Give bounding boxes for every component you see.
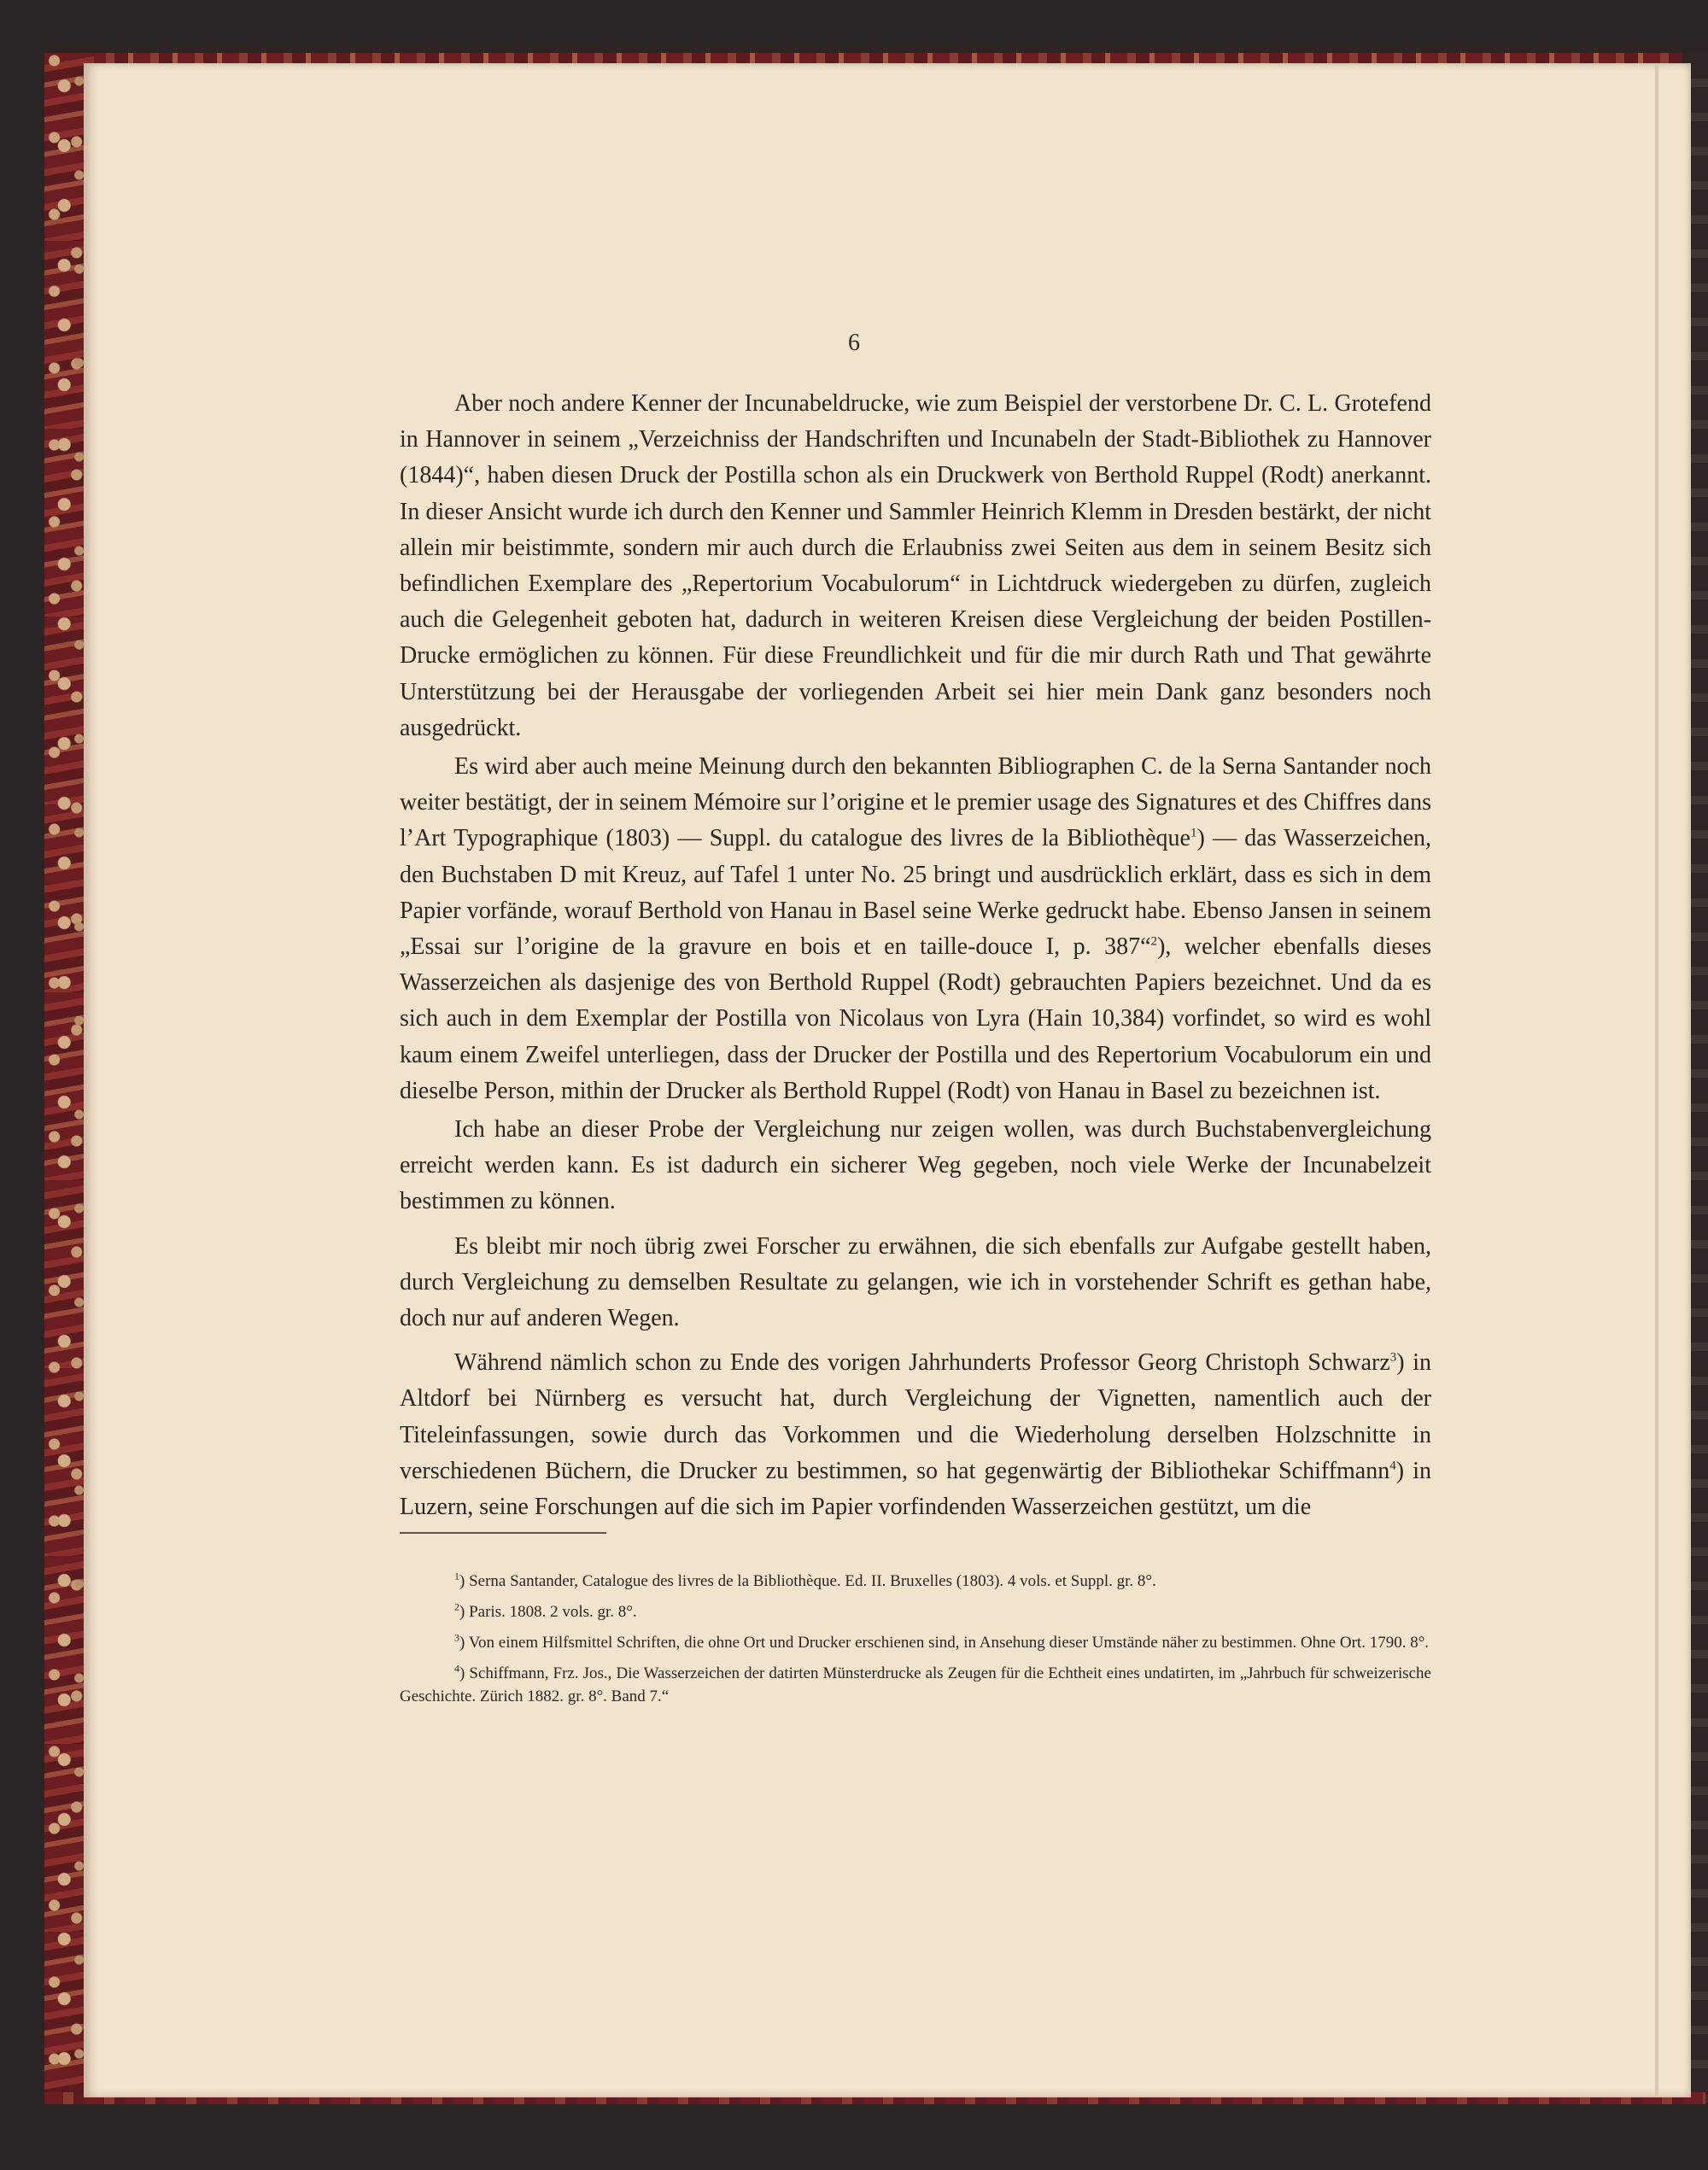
footnote-ref-1: 1 [1190, 827, 1197, 841]
paragraph-5-part-b: ) in Altdorf bei Nürnberg es versucht hat, durch Vergleichung der Vignetten, namentlich auch der Titeleinfassungen, sowie durch das Vorkommen und die Wiederholung derselben Holzschnitte in verschiedenen Büchern, die Drucker zu bestimmen, so hat gegenwärtig der Bibliothekar Schiffmann [400, 1349, 1431, 1484]
paragraph-4: Es bleibt mir noch übrig zwei Forscher zu erwähnen, die sich ebenfalls zur Aufgabe gestellt haben, durch Vergleichung zu demselben Resultate zu gelangen, wie ich in vorstehender Schrift es gethan habe, doch nur auf anderen Wegen. [400, 1232, 1431, 1332]
paragraph-2 [400, 749, 1431, 1109]
footnote-marker: 1 [454, 1570, 459, 1582]
footnote-2 [400, 1600, 1431, 1623]
footnote-text: ) Paris. 1808. 2 vols. gr. 8°. [459, 1603, 637, 1621]
footnote-text: ) Von einem Hilfsmittel Schriften, die ohne Ort und Drucker erschienen sind, in Ansehung dieser Umstände näher zu bestimmen. Ohne Ort. 1790. 8°. [459, 1634, 1430, 1652]
footnote-ref-4: 4 [1389, 1459, 1396, 1473]
page-number: 6 [848, 330, 860, 356]
paragraph-2-part-a: Es wird aber auch meine Meinung durch den bekannten Bibliographen C. de la Serna Santander noch weiter bestätigt, der in seinem Mémoire sur l’origine et le premier usage des Signatures et des Chiffres dans l’Art Typographique (1803) — Suppl. du catalogue des livres de la Bibliothèque [400, 753, 1431, 852]
paragraph-5-part-c: ) in Luzern, seine Forschungen auf die sich im Papier vorfindenden Wasserzeichen gestützt, um die [400, 1457, 1431, 1521]
paragraph-1: Aber noch andere Kenner der Incunabeldrucke, wie zum Beispiel der verstorbene Dr. C. L. Grotefend in Hannover in seinem „Verzeichniss der Handschriften und Incunabeln der Stadt-Bibliothek zu Hannover (1844)“, haben diesen Druck der Postilla schon als ein Druckwerk von Berthold Ruppel (Rodt) anerkannt. In dieser Ansicht wurde ich durch den Kenner und Sammler Heinrich Klemm in Dresden bestärkt, der nicht allein mir beistimmte, sondern mir auch durch die Erlaubniss zwei Seiten aus dem in seinem Besitz sich befindlichen Exemplare des „Repertorium Vocabulorum“ in Lichtdruck wiedergeben zu dürfen, zugleich auch die Gelegenheit geboten hat, dadurch in weiteren Kreisen diese Vergleichung der beiden Postillen-Drucke ermöglichen zu können. Für diese Freundlichkeit und für die mir durch Rath und That gewährte Unterstützung bei der Herausgabe der vorliegenden Arbeit sei hier mein Dank ganz besonders noch ausgedrückt. [400, 390, 1431, 741]
paragraph-5-part-a: Während nämlich schon zu Ende des vorigen Jahrhunderts Professor Georg Christoph Schwarz [454, 1349, 1390, 1377]
footnote-separator [400, 1532, 606, 1534]
footnote-3 [400, 1631, 1431, 1654]
footnote-4 [400, 1662, 1431, 1708]
footnote-ref-2: 2 [1150, 934, 1158, 949]
footnote-marker: 4 [454, 1662, 459, 1675]
footnote-text: ) Schiffmann, Frz. Jos., Die Wasserzeichen der datirten Münsterdrucke als Zeugen für die Echtheit eines undatirten, im „Jahrbuch für schweizerische Geschichte. Zürich 1882. gr. 8°. Band 7.“ [400, 1664, 1431, 1705]
page-gutter-edge [1655, 63, 1658, 2097]
paragraph-3: Ich habe an dieser Probe der Vergleichung nur zeigen wollen, was durch Buchstabenvergleichung erreicht werden kann. Es ist dadurch ein sicherer Weg gegeben, noch viele Werke der Incunabelzeit bestimmen zu können. [400, 1116, 1431, 1215]
footnote-marker: 2 [454, 1600, 459, 1613]
paragraph-2-part-b: ) — das Wasserzeichen, den Buchstaben D mit Kreuz, auf Tafel 1 unter No. 25 bringt und ausdrücklich erklärt, dass es sich in dem Papier vorfände, worauf Berthold von Hanau in Basel seine Werke gedruckt habe. Ebenso Jansen in seinem „Essai sur l’origine de la gravure en bois et en taille-douce I, p. 387“ [400, 825, 1431, 961]
paragraph-2-part-c: ), welcher ebenfalls dieses Wasserzeichen als dasjenige des von Berthold Ruppel (Rodt) gebrauchten Papiers bezeichnet. Und da es sich auch in dem Exemplar der Postilla von Nicolaus von Lyra (Hain 10,384) vorfindet, so wird es wohl kaum einem Zweifel unterliegen, dass der Drucker der Postilla und des Repertorium Vocabulorum ein und dieselbe Person, mithin der Drucker als Berthold Ruppel (Rodt) von Hanau in Basel zu bezeichnen ist. [400, 933, 1432, 1104]
body-text [400, 386, 1431, 1525]
footnote-text: ) Serna Santander, Catalogue des livres de la Bibliothèque. Ed. II. Bruxelles (1803). 4 vols. et Suppl. gr. 8°. [459, 1572, 1156, 1590]
footnote-1 [400, 1570, 1431, 1593]
footnote-marker: 3 [454, 1631, 459, 1644]
paragraph-5 [400, 1345, 1431, 1525]
footnote-ref-3: 3 [1389, 1350, 1397, 1365]
footnotes [400, 1570, 1431, 1716]
